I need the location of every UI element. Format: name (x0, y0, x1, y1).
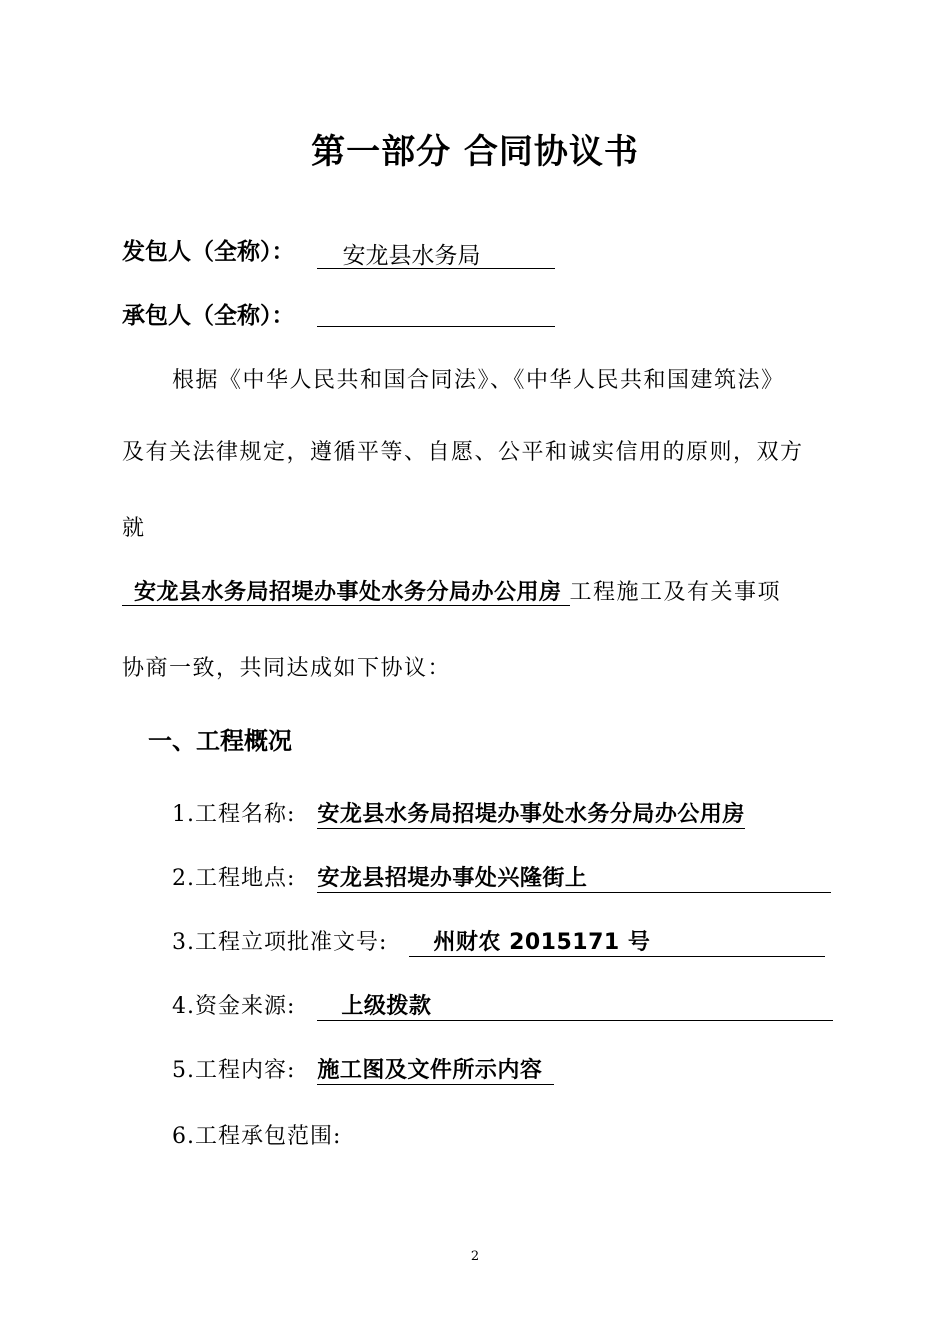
item-approval-number (172, 928, 825, 958)
preamble-line-4-suffix: 工程施工及有关事项 (569, 580, 782, 605)
preamble-line-2: 及有关法律规定，遵循平等、自愿、公平和诚实信用的原则，双方 (122, 440, 804, 465)
page-number: 2 (470, 1249, 480, 1264)
item-label: 5.工程内容: (172, 1058, 296, 1083)
item-label: 1.工程名称: (172, 802, 296, 827)
preamble-line-5: 协商一致，共同达成如下协议： (122, 656, 452, 681)
contractor-row (122, 300, 555, 332)
item-funding-source (172, 992, 833, 1022)
item-contract-scope (172, 1122, 341, 1152)
item-value: 上级拨款 (317, 994, 833, 1021)
item-value: 安龙县水务局招堤办事处水务分局办公用房 (317, 802, 745, 827)
item-project-location (172, 864, 831, 894)
preamble-line-1: 根据《中华人民共和国合同法》、《中华人民共和国建筑法》 (172, 368, 785, 393)
preamble-line-4 (122, 578, 781, 608)
item-value: 安龙县招堤办事处兴隆街上 (317, 866, 831, 893)
section-heading: 一、工程概况 (148, 727, 292, 755)
employer-row (122, 236, 555, 269)
item-label: 3.工程立项批准文号: (172, 930, 388, 955)
item-label: 4.资金来源: (172, 994, 296, 1019)
project-name: 安龙县水务局招堤办事处水务分局办公用房 (122, 580, 570, 606)
contractor-value (317, 301, 555, 327)
item-value: 州财农 2015171 号 (409, 930, 825, 957)
employer-value: 安龙县水务局 (317, 243, 555, 269)
employer-label: 发包人（全称）： (122, 239, 295, 265)
item-project-name (172, 800, 745, 830)
contractor-label: 承包人（全称）： (122, 303, 295, 329)
item-work-content (172, 1056, 554, 1086)
page-title: 第一部分 合同协议书 (311, 132, 639, 172)
item-label: 6.工程承包范围: (172, 1124, 342, 1149)
preamble-line-3: 就 (122, 516, 146, 541)
item-label: 2.工程地点: (172, 866, 296, 891)
item-value: 施工图及文件所示内容 (317, 1058, 554, 1085)
